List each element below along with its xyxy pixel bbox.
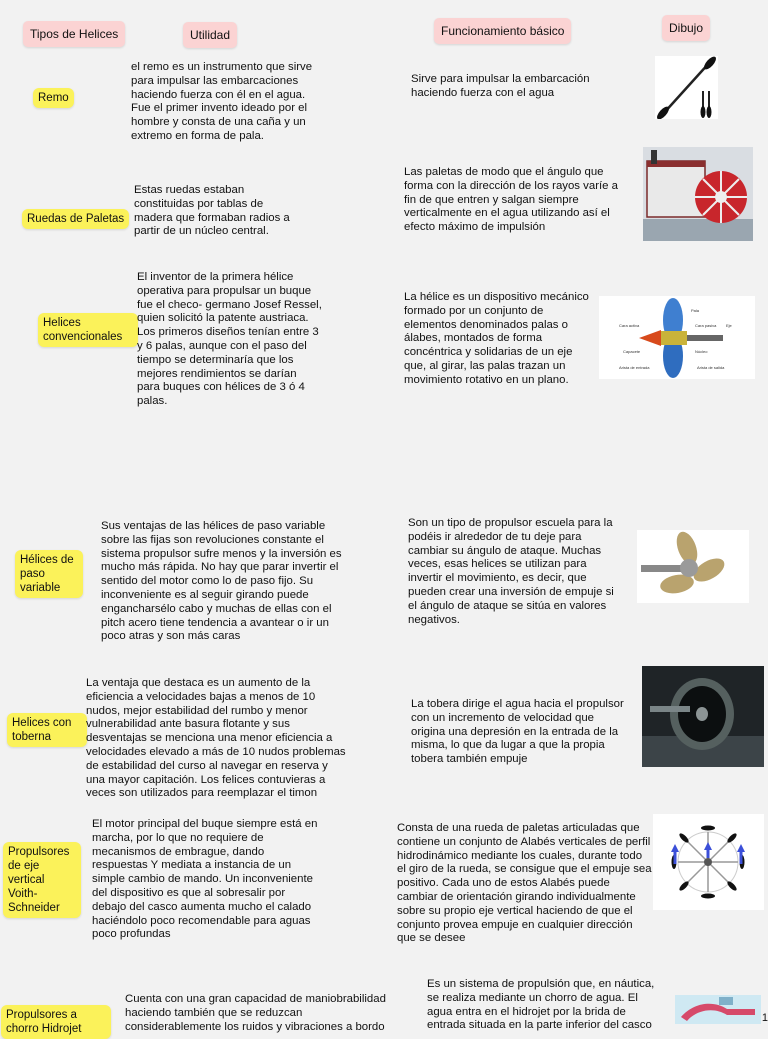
header-function: Funcionamiento básico	[434, 18, 571, 44]
row-function-helices-convencionales: La hélice es un dispositivo mecánico formado por un conjunto de elementos denominados palas o álabes, montados de forma concéntrica y solidarias de un eje que, al girar, las palas trazan un movimiento rotativo en un plano.	[404, 291, 589, 386]
ducted-propeller-icon	[642, 666, 764, 767]
row-function-helices-con-toberna: La tobera dirige el agua hacia el propulsor con un incremento de velocidad que origina una depresión en la entrada de la misma, lo que da lugar a que la propia tobera también empuje	[411, 698, 624, 766]
row-label-remo: Remo	[33, 88, 74, 108]
row-utility-hidrojet: Cuenta con una gran capacidad de maniobrabilidad haciendo también que se reduzcan considerablemente los ruidos y vibraciones a bordo	[125, 993, 386, 1033]
header-utility: Utilidad	[183, 22, 237, 48]
row-label-ruedas-de-paletas: Ruedas de Paletas	[22, 209, 129, 229]
diagram-label-arista-entrada: Arista de entrada	[619, 365, 650, 370]
row-function-hidrojet: Es un sistema de propulsión que, en náutica, se realiza mediante un chorro de agua. El agua entra en el hidrojet por la brida de entrada situada en la parte inferior del casco	[427, 978, 655, 1032]
propeller-diagram-icon	[599, 296, 755, 379]
row-utility-remo: el remo es un instrumento que sirve para impulsar las embarcaciones haciendo fuerza con él en el agua. Fue el primer invento ideado por el hombre y consta de una caña y un extremo en forma de pala.	[131, 61, 313, 142]
row-utility-voith-schneider: El motor principal del buque siempre está en marcha, por lo que no requiere de mecanismos de embrague, dando respuestas Y mediata a instancia de un simple cambio de mando. Un inconveniente del dispositivo es que al sobresalir por debajo del casco aumenta mucho el calado haciéndolo poco recomendable para aguas poco profundas	[92, 818, 318, 941]
header-drawing: Dibujo	[662, 15, 710, 41]
row-function-voith-schneider: Consta de una rueda de paletas articuladas que contiene un conjunto de Alabés verticales de perfil hidrodinámico mediante los cuales, durante todo el giro de la rueda, se consigue que el empuje sea positivo. Cada uno de estos Alabés puede cambiar de orientación girando individualmente sobre su propio eje vertical haciendo de que el conjunto provea empuje en cualquier dirección que se desee	[397, 822, 652, 945]
row-label-hidrojet: Propulsores a chorro Hidrojet	[1, 1005, 111, 1039]
row-label-helices-paso-variable: Hélices de paso variable	[15, 550, 83, 598]
diagram-label-cara-pasiva: Cara pasiva	[695, 323, 717, 328]
row-utility-helices-convencionales: El inventor de la primera hélice operativa para propulsar un buque fue el checo- germano Josef Ressel, quien solicitó la patente austriaca. Los primeros diseños tenían entre 3 y 6 palas, aunque con el paso del tiempo se determinaría que los mejores rendimientos se darían para buques con hélices de 3 ó 4 palas.	[137, 271, 322, 408]
header-types: Tipos de Helices	[23, 21, 125, 47]
row-label-helices-con-toberna: Helices con toberna	[7, 713, 87, 747]
row-function-helices-paso-variable: Son un tipo de propulsor escuela para la podéis ir alrededor de tu deje para cambiar su ángulo de ataque. Muchas veces, esas helices se utilizan para invertir el movimiento, es decir, que pueden crear una inversión de empuje si el ángulo de ataque se sitúa en valores negativos.	[408, 517, 614, 626]
diagram-label-arista-salida: Arista de salida	[697, 365, 725, 370]
row-utility-ruedas-de-paletas: Estas ruedas estaban constituidas por tablas de madera que formaban radios a partir de un núcleo central.	[134, 184, 290, 238]
waterjet-diagram-icon	[675, 995, 761, 1024]
diagram-label-pala: Pala	[691, 308, 700, 313]
diagram-label-capacete: Capacete	[623, 349, 641, 354]
diagram-label-cara-activa: Cara activa	[619, 323, 640, 328]
row-label-helices-convencionales: Helices convencionales	[38, 313, 138, 347]
diagram-label-nucleo: Núcleo	[695, 349, 708, 354]
voith-schneider-diagram-icon	[653, 814, 764, 910]
paddle-wheel-boat-icon	[643, 147, 753, 241]
row-utility-helices-con-toberna: La ventaja que destaca es un aumento de la eficiencia a velocidades bajas a menos de 10 nudos, mejor estabilidad del rumbo y menor vulnerabilidad ante basura flotante y sus desventajas se menciona una menor eficiencia a velocidades elevado a más de 10 nudos problemas de estabilidad del curso al navegar en reserva y una mayor capitación. Los felices contuvieras a veces son utilizados para reemplazar el timon	[86, 677, 346, 800]
row-function-remo: Sirve para impulsar la embarcación haciendo fuerza con el agua	[411, 73, 590, 99]
paddle-icon	[655, 56, 718, 119]
row-utility-helices-paso-variable: Sus ventajas de las hélices de paso variable sobre las fijas son revoluciones constante el sistema propulsor sufre menos y la inversión es mucho más rápida. No hay que parar invertir el sentido del motor como lo de paso fijo. Su inconveniente es al seguir girando puede engancharsélo cabo y muchas de ellas con el pitch acero tiene tendencia a avantear o ir un poco atras y son más caras	[101, 520, 342, 643]
row-label-voith-schneider: Propulsores de eje vertical Voith-Schneider	[3, 842, 81, 918]
row-function-ruedas-de-paletas: Las paletas de modo que el ángulo que forma con la dirección de los rayos varíe a fin de que entren y salgan siempre verticalmente en el agua utilizando así el efecto máximo de impulsión	[404, 166, 618, 234]
page-number: 1	[761, 1012, 768, 1024]
variable-pitch-propeller-icon	[637, 530, 749, 603]
diagram-label-eje: Eje	[726, 323, 732, 328]
